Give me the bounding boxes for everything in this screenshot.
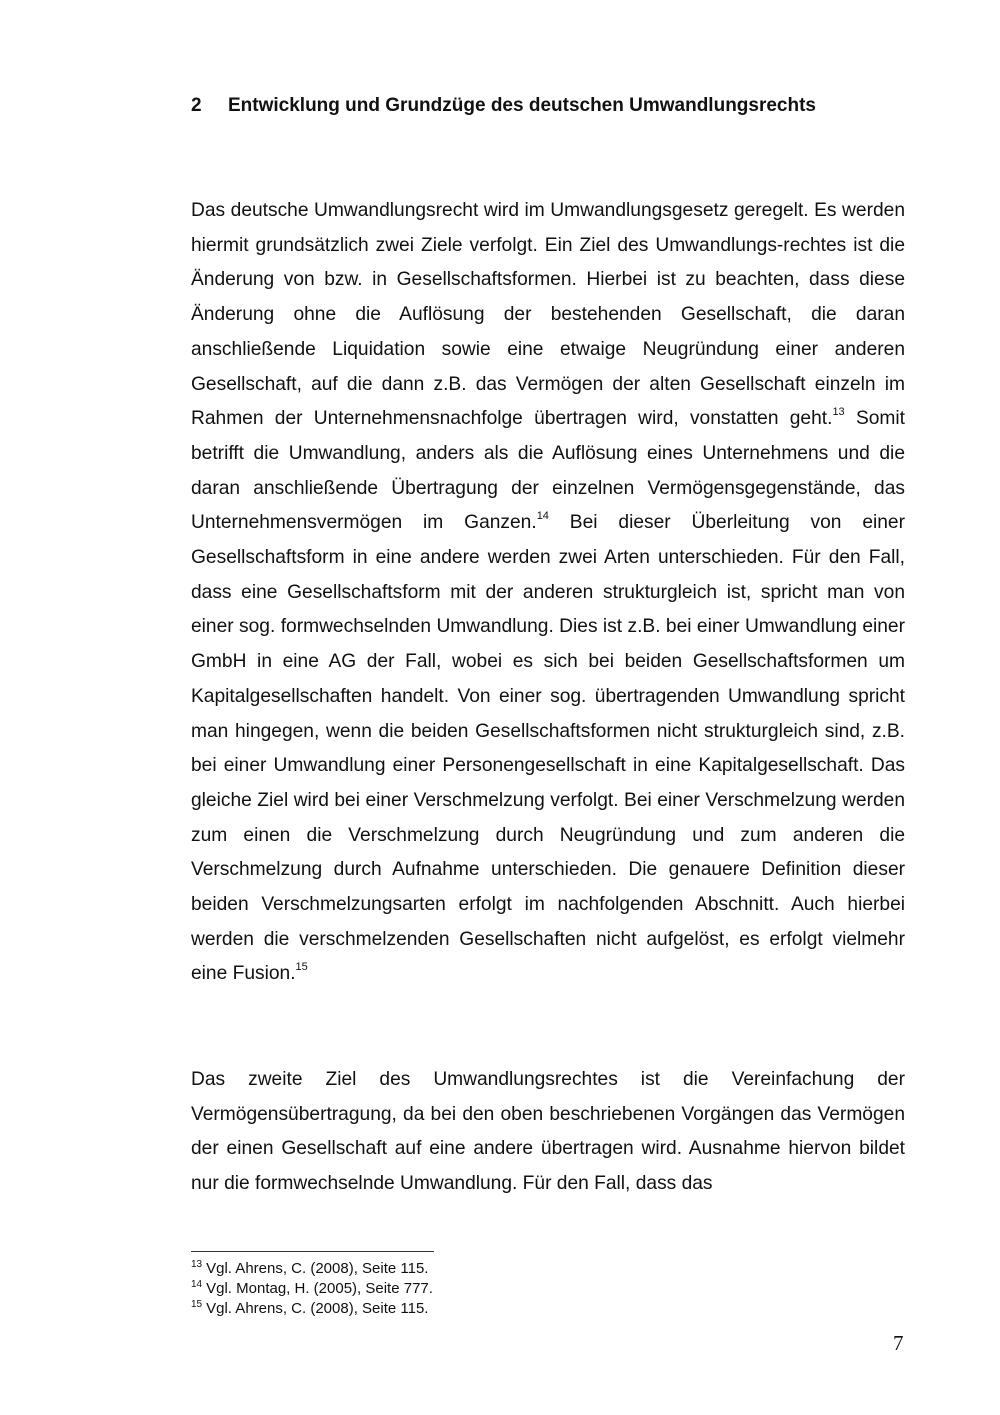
body-paragraph-1 xyxy=(191,194,905,992)
footnote-item xyxy=(191,1259,791,1279)
footnote-item xyxy=(191,1299,791,1319)
footnote-text: Vgl. Montag, H. (2005), Seite 777. xyxy=(206,1280,433,1297)
body-paragraph-2 xyxy=(191,1063,905,1202)
paragraph-text: Das zweite Ziel des Umwandlungsrechtes ist die Vereinfachung der Vermögensübertragung, da bei den oben beschriebenen Vorgängen das Vermögen der einen Gesellschaft auf eine andere übertragen wird. Ausnahme hiervon bildet nur die formwechselnde Umwandlung. Für den Fall, dass das xyxy=(191,1069,905,1195)
footnote-reference-15[interactable]: 15 xyxy=(295,961,308,974)
footnote-number: 14 xyxy=(191,1279,203,1290)
footnote-text: Vgl. Ahrens, C. (2008), Seite 115. xyxy=(206,1260,429,1277)
section-heading xyxy=(191,93,911,119)
footnote-reference-13[interactable]: 13 xyxy=(832,406,845,419)
paragraph-text: Das deutsche Umwandlungsrecht wird im Umwandlungsgesetz geregelt. Es werden hiermit grundsätzlich zwei Ziele verfolgt. Ein Ziel des Umwandlungs-rechtes ist die Änderung von bzw. in Gesellschaftsformen. Hierbei ist zu beachten, dass diese Änderung ohne die Auflösung der bestehenden Gesellschaft, die daran anschließende Liquidation sowie eine etwaige Neugründung einer anderen Gesellschaft, auf die dann z.B. das Vermögen der alten Gesellschaft einzeln im Rahmen der Unternehmensnachfolge übertragen wird, vonstatten geht. xyxy=(191,200,905,430)
paragraph-text: Bei dieser Überleitung von einer Gesellschaftsform in eine andere werden zwei Arten unterschieden. Für den Fall, dass eine Gesellschaftsform mit der anderen strukturgleich ist, spricht man von einer sog. formwechselnden Umwandlung. Dies ist z.B. bei einer Umwandlung einer GmbH in eine AG der Fall, wobei es sich bei beiden Gesellschaftsformen um Kapitalgesellschaften handelt. Von einer sog. übertragenden Umwandlung spricht man hingegen, wenn die beiden Gesellschaftsformen nicht strukturgleich sind, z.B. bei einer Umwandlung einer Personengesellschaft in eine Kapitalgesellschaft. Das gleiche Ziel wird bei einer Verschmelzung verfolgt. Bei einer Verschmelzung werden zum einen die Verschmelzung durch Neugründung und zum anderen die Verschmelzung durch Aufnahme unterschieden. Die genauere Definition dieser beiden Verschmelzungsarten erfolgt im nachfolgenden Abschnitt. Auch hierbei werden die verschmelzenden Gesellschaften nicht aufgelöst, es erfolgt vielmehr eine Fusion. xyxy=(191,512,905,985)
page-number: 7 xyxy=(893,1331,904,1355)
footnote-number: 15 xyxy=(191,1299,203,1310)
section-title: Entwicklung und Grundzüge des deutschen Umwandlungsrechts xyxy=(228,95,816,116)
footnote-separator xyxy=(191,1251,434,1252)
section-number: 2 xyxy=(191,95,202,116)
footnote-item xyxy=(191,1279,791,1299)
footnote-reference-14[interactable]: 14 xyxy=(536,510,549,523)
footnote-list xyxy=(191,1259,791,1319)
footnote-number: 13 xyxy=(191,1259,203,1270)
footnote-text: Vgl. Ahrens, C. (2008), Seite 115. xyxy=(206,1300,429,1317)
paragraph-text: Somit betrifft die Umwandlung, anders als die Auflösung eines Unternehmens und die daran anschließende Übertragung der einzelnen Vermögensgegenstände, das Unternehmensvermögen im Ganzen. xyxy=(191,408,905,534)
